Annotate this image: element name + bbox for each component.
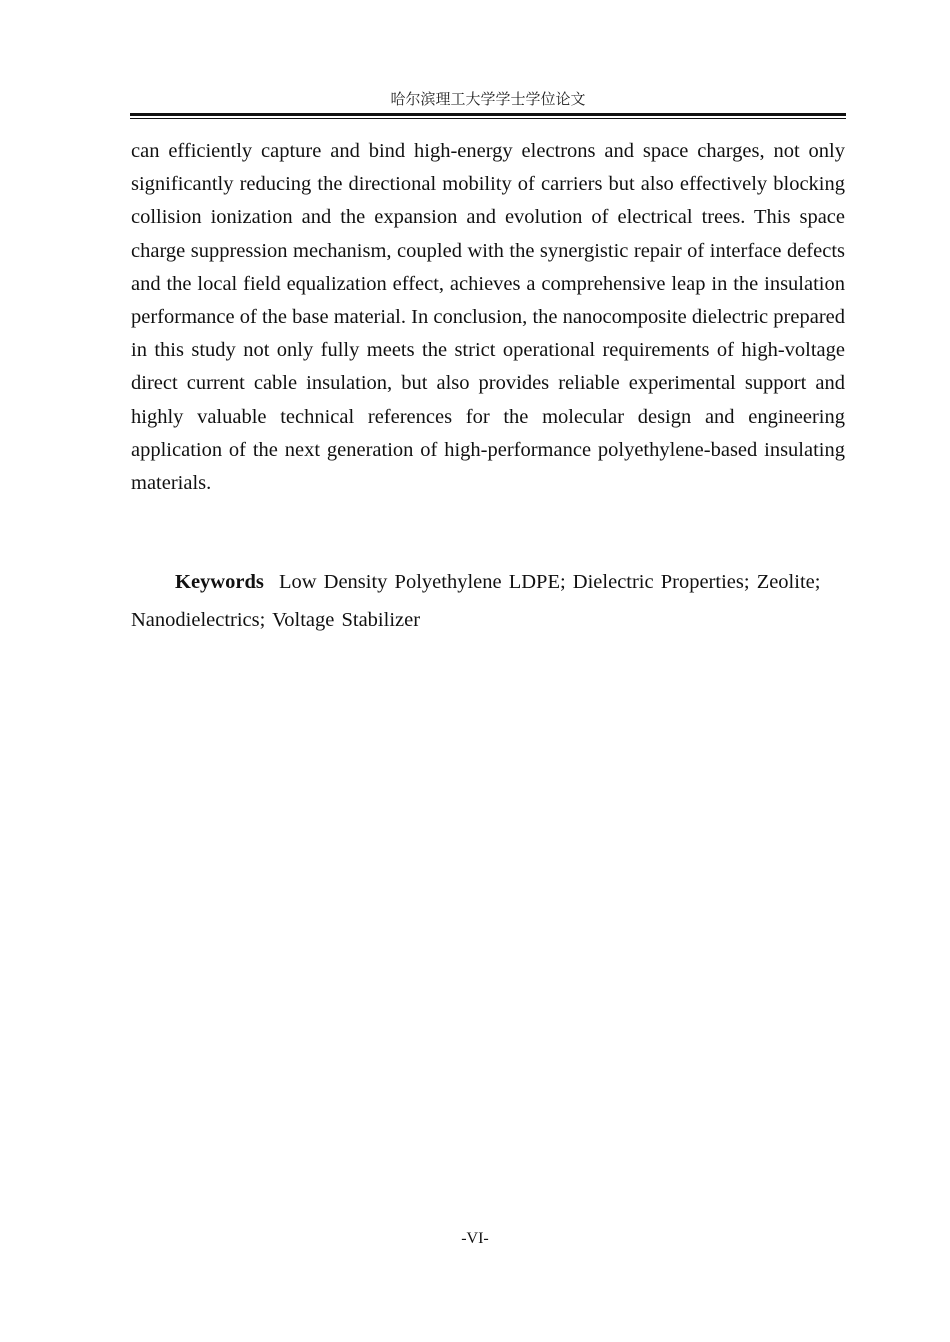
keyword-item: Voltage Stabilizer: [272, 609, 421, 631]
keyword-item: Zeolite;: [756, 571, 821, 593]
running-header: 哈尔滨理工大学学士学位论文: [390, 90, 586, 108]
page-number: -VI-: [461, 1230, 489, 1247]
keywords-section: [131, 563, 845, 639]
header-rule-thick: [130, 113, 846, 116]
keyword-item: Low Density Polyethylene LDPE;: [278, 571, 566, 593]
header-rule-thin: [130, 118, 846, 119]
body-paragraph: can efficiently capture and bind high-energy electrons and space charges, not only significantly reducing the directional mobility of carriers but also effectively blocking collision ionization and the expansion and evolution of electrical trees. This space charge suppression mechanism, coupled with the synergistic repair of interface defects and the local field equalization effect, achieves a comprehensive leap in the insulation performance of the base material. In conclusion, the nanocomposite dielectric prepared in this study not only fully meets the strict operational requirements of high-voltage direct current cable insulation, but also provides reliable experimental support and highly valuable technical references for the molecular design and engineering application of the next generation of high-performance polyethylene-based insulating materials.: [131, 140, 845, 495]
keyword-item: Nanodielectrics;: [131, 609, 266, 631]
keyword-item: Dielectric Properties;: [572, 571, 750, 593]
keywords-label: Keywords: [175, 571, 264, 593]
